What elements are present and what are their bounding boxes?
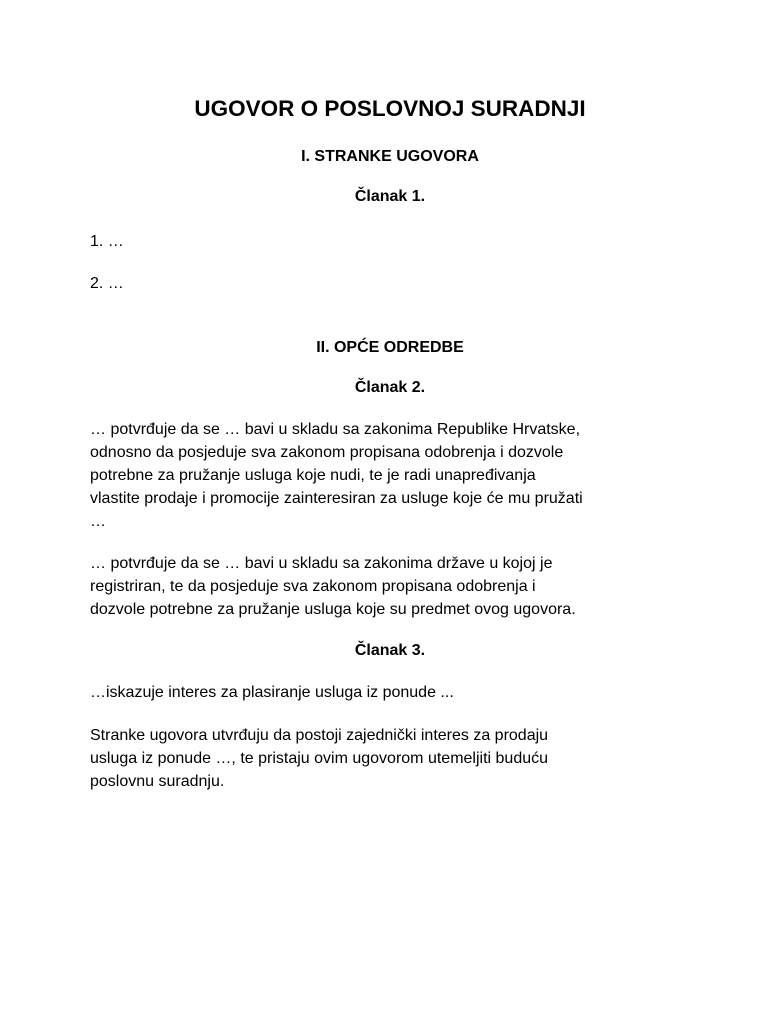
- article-3-paragraph-1: …iskazuje interes za plasiranje usluga iz ponude ...: [90, 684, 454, 701]
- article-2-paragraph-2: [90, 552, 690, 621]
- text-line: odnosno da posjeduje sva zakonom propisana odobrenja i dozvole: [90, 444, 564, 461]
- article-1-heading: Članak 1.: [354, 188, 426, 205]
- text-line: … potvrđuje da se … bavi u skladu sa zakonima Republike Hrvatske,: [90, 421, 581, 438]
- text-line: vlastite prodaje i promocije zainteresiran za usluge koje će mu pružati: [90, 490, 583, 507]
- text-line: registriran, te da posjeduje sva zakonom propisana odobrenja i: [90, 578, 536, 595]
- article-2-heading: Članak 2.: [354, 379, 426, 396]
- party-item-1: 1. …: [90, 233, 124, 250]
- text-line: poslovnu suradnju.: [90, 773, 225, 790]
- text-line: …: [90, 513, 106, 530]
- section-heading-general: II. OPĆE ODREDBE: [316, 339, 464, 356]
- section-heading-parties: I. STRANKE UGOVORA: [301, 148, 479, 165]
- article-3-heading: Članak 3.: [354, 642, 426, 659]
- party-item-2: 2. …: [90, 275, 124, 292]
- text-line: Stranke ugovora utvrđuju da postoji zajednički interes za prodaju: [90, 727, 549, 744]
- text-line: usluga iz ponude …, te pristaju ovim ugovorom utemeljiti buduću: [90, 750, 549, 767]
- document-page: [90, 94, 690, 793]
- article-3-paragraph-2: [90, 724, 690, 793]
- text-line: dozvole potrebne za pružanje usluga koje su predmet ovog ugovora.: [90, 601, 576, 618]
- article-2-paragraph-1: [90, 418, 690, 533]
- text-line: … potvrđuje da se … bavi u skladu sa zakonima države u kojoj je: [90, 555, 553, 572]
- document-title: UGOVOR O POSLOVNOJ SURADNJI: [194, 96, 586, 121]
- text-line: potrebne za pružanje usluga koje nudi, te je radi unapređivanja: [90, 467, 536, 484]
